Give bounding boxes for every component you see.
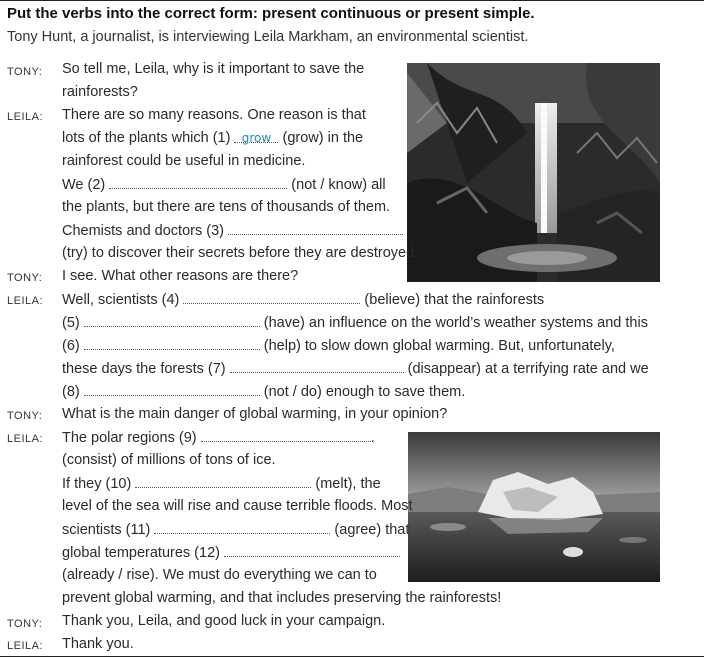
speaker-leila: LEILA:: [7, 640, 44, 652]
dialogue-line: rainforest could be useful in medicine.: [62, 153, 306, 169]
exercise-title: Put the verbs into the correct form: present continuous or present simple.: [7, 5, 535, 22]
speaker-tony: TONY:: [7, 66, 43, 78]
example-answer: grow: [241, 131, 272, 145]
dialogue-line: (8) (not / do) enough to save them.: [62, 384, 466, 400]
dialogue-line: If they (10) (melt), the: [62, 476, 381, 492]
speaker-leila: LEILA:: [7, 295, 44, 307]
dialogue-line: lots of the plants which (1) grow (grow) in the: [62, 130, 364, 146]
answer-blank-10[interactable]: [135, 475, 311, 488]
dialogue-line: global temperatures (12): [62, 544, 400, 561]
answer-blank-11[interactable]: [154, 521, 330, 534]
dialogue-line: level of the sea will rise and cause terrible floods. Most: [62, 498, 413, 514]
dialogue-line: (consist) of millions of tons of ice.: [62, 452, 276, 468]
answer-blank-12[interactable]: [224, 544, 400, 557]
dialogue-line: the plants, but there are tens of thousands of them.: [62, 199, 391, 215]
answer-blank-1[interactable]: [234, 130, 278, 143]
speaker-tony: TONY:: [7, 272, 43, 284]
dialogue-line: prevent global warming, and that includes preserving the rainforests!: [62, 590, 502, 606]
dialogue-line: The polar regions (9) .: [62, 430, 375, 446]
iceberg-photo: [408, 432, 660, 582]
rainforest-photo: [407, 63, 660, 282]
dialogue-line: Thank you, Leila, and good luck in your campaign.: [62, 613, 386, 629]
dialogue-line: (6) (help) to slow down global warming. But, unfortunately,: [62, 338, 615, 354]
answer-blank-7[interactable]: [230, 360, 404, 373]
answer-blank-8[interactable]: [84, 383, 260, 396]
dialogue-line: (already / rise). We must do everything we can to: [62, 567, 377, 583]
dialogue-line: (try) to discover their secrets before they are destroyed.: [62, 245, 419, 261]
exercise-intro: Tony Hunt, a journalist, is interviewing Leila Markham, an environmental scientist.: [7, 29, 529, 45]
speaker-tony: TONY:: [7, 410, 43, 422]
dialogue-line: scientists (11) (agree) that: [62, 522, 410, 538]
dialogue-line: What is the main danger of global warming, in your opinion?: [62, 406, 448, 422]
dialogue-line: Thank you.: [62, 636, 134, 652]
dialogue-line: these days the forests (7) (disappear) at a terrifying rate and we: [62, 361, 649, 377]
answer-blank-6[interactable]: [84, 337, 260, 350]
dialogue-line: There are so many reasons. One reason is that: [62, 107, 366, 123]
speaker-leila: LEILA:: [7, 111, 44, 123]
dialogue-line: (5) (have) an influence on the world’s weather systems and this: [62, 315, 648, 331]
answer-blank-3[interactable]: [228, 222, 403, 235]
speaker-tony: TONY:: [7, 618, 43, 630]
dialogue-line: We (2) (not / know) all: [62, 177, 386, 193]
dialogue-line: Well, scientists (4) (believe) that the rainforests: [62, 292, 545, 308]
dialogue-line: I see. What other reasons are there?: [62, 268, 299, 284]
answer-blank-9[interactable]: [201, 429, 371, 442]
answer-blank-4[interactable]: [183, 291, 360, 304]
answer-blank-2[interactable]: [109, 176, 287, 189]
speaker-leila: LEILA:: [7, 433, 44, 445]
dialogue-line: So tell me, Leila, why is it important to save the: [62, 61, 365, 77]
dialogue-line: Chemists and doctors (3): [62, 222, 403, 239]
answer-blank-5[interactable]: [84, 314, 260, 327]
dialogue-line: rainforests?: [62, 84, 138, 100]
